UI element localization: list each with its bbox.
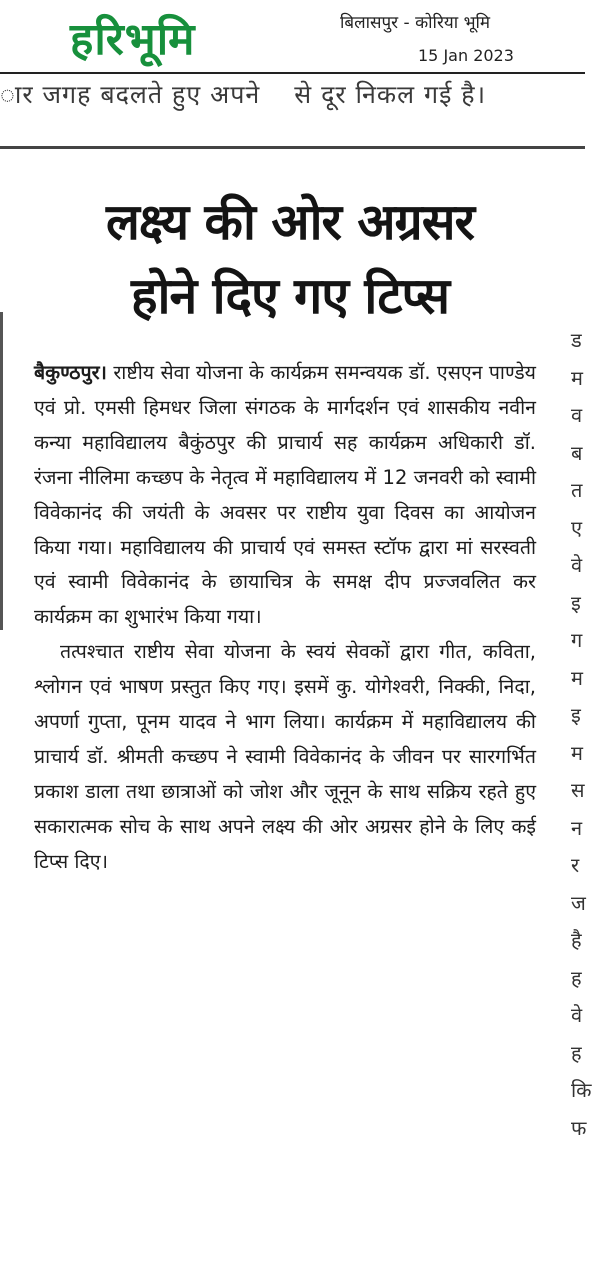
article-paragraph-2: तत्पश्चात राष्टीय सेवा योजना के स्वयं सेवकों द्वारा गीत, कविता, श्लोगन एवं भाषण प्रस्तुत किए गए। इसमें कु. योगेश्वरी, निक्की, निदा, अपर्णा गुप्ता, पूनम यादव ने भाग लिया। कार्यक्रम में महाविद्यालय की प्राचार्य डॉ. श्रीमती कच्छप ने स्वामी विवेकानंद के जीवन पर सारगर्भित प्रकाश डाला तथा छात्राओं को जोश और जूनून के साथ सक्रिय रहते हुए सकारात्मक सोच के साथ अपने लक्ष्य की ओर अग्रसर होने के लिए कई टिप्स दिए। [34,640,536,873]
article-headline [20,185,560,333]
neighbor-column-fragment: ड म व ब त ए वे इ ग म इ म स न र ज है ह वे ह कि फ [571,328,592,1140]
headline-line-2: होने दिए गए टिप्स [130,267,450,325]
publication-date: 15 Jan 2023 [418,46,514,65]
headline-line-1: लक्ष्य की ओर अग्रसर [106,193,474,251]
newspaper-logo: हरिभूमि [70,14,196,65]
masthead [0,0,585,72]
edition-name: बिलासपुर - कोरिया भूमि [340,13,491,33]
article-body [34,356,536,880]
masthead-divider [0,72,585,74]
previous-story-left-text: ार जगह बदलते हुए अपने [0,80,261,109]
previous-story-strip [0,78,585,112]
section-divider [0,146,585,149]
left-column-edge [0,312,3,630]
dateline: बैकुण्ठपुर। [34,361,107,384]
previous-story-right-text: से दूर निकल गई है। [294,80,487,109]
paragraph-1-text: राष्टीय सेवा योजना के कार्यक्रम समन्वयक डॉ. एसएन पाण्डेय एवं प्रो. एमसी हिमधर जिला संगठक के मार्गदर्शन एवं शासकीय नवीन कन्या महाविद्यालय बैकुंठपुर की प्राचार्य सह कार्यक्रम अधिकारी डॉ. रंजना नीलिमा कच्छप के नेतृत्व में महाविद्यालय में 12 जनवरी को स्वामी विवेकानंद की जयंती के अवसर पर राष्टीय युवा दिवस का आयोजन किया गया। महाविद्यालय की प्राचार्य एवं समस्त स्टॉफ द्वारा मां सरस्वती एवं स्वामी विवेकानंद के छायाचित्र के समक्ष दीप प्रज्जवलित कर कार्यक्रम का शुभारंभ किया गया। [34,361,536,629]
article-paragraph-1 [34,356,536,635]
